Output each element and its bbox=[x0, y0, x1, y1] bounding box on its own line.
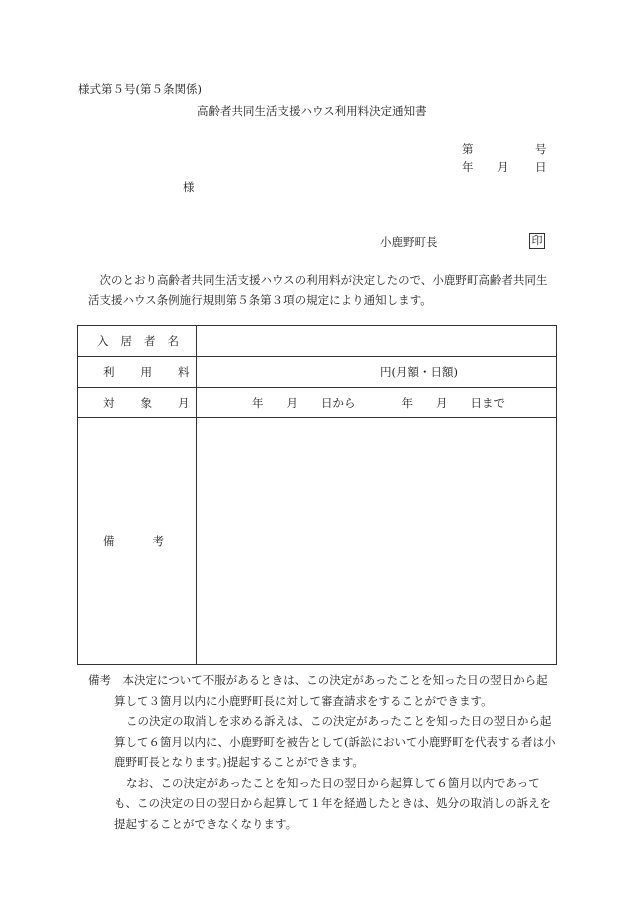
note-paragraph-appeal: 備考 本決定について不服があるときは、この決定があったことを知った日の翌日から起算して３箇月以内に小鹿野町長に対して審査請求をすることができます。 bbox=[88, 673, 548, 708]
document-number-prefix: 第 bbox=[462, 142, 474, 156]
notification-body bbox=[88, 270, 558, 310]
document-title: 高齢者共同生活支援ハウス利用料決定通知書 bbox=[197, 104, 427, 118]
table-row-period bbox=[78, 388, 556, 418]
notification-body-text: 次のとおり高齢者共同生活支援ハウスの利用料が決定したので、小鹿野町高齢者共同生活支援ハウス条例施行規則第５条第３項の規定により通知します。 bbox=[88, 273, 548, 307]
table-row-remarks bbox=[78, 418, 556, 664]
form-number-label: 様式第５号(第５条関係) bbox=[78, 82, 202, 96]
fee-unit-text: 円(月額・日額) bbox=[380, 365, 458, 379]
label-cell-period bbox=[78, 388, 216, 417]
notes-section bbox=[88, 670, 558, 834]
date-month-label: 月 bbox=[497, 160, 509, 174]
label-cell-resident bbox=[78, 326, 197, 356]
remarks-label: 備考 bbox=[103, 534, 202, 548]
label-cell-fee bbox=[78, 357, 216, 387]
date-day-label: 日 bbox=[535, 160, 547, 174]
resident-name-label: 入居者名 bbox=[97, 334, 191, 348]
period-value-text: 年 月 日から 年 月 日まで bbox=[252, 395, 505, 410]
fee-label: 利用料 bbox=[103, 365, 216, 379]
document-number-suffix: 号 bbox=[535, 142, 547, 156]
seal-mark: 印 bbox=[529, 233, 545, 249]
fee-decision-table bbox=[77, 325, 557, 665]
issuer-name: 小鹿野町長 bbox=[380, 235, 438, 249]
addressee-honorific: 様 bbox=[183, 180, 195, 194]
period-label: 対象月 bbox=[103, 395, 216, 410]
table-row-fee bbox=[78, 357, 556, 388]
note-paragraph-lawsuit: この決定の取消しを求める訴えは、この決定があったことを知った日の翌日から起算して６箇月以内に、小鹿野町を被告として(訴訟において小鹿野町を代表する者は小鹿野町長となります。)提起することができます。 bbox=[114, 714, 556, 769]
date-year-label: 年 bbox=[462, 160, 474, 174]
label-cell-remarks bbox=[78, 418, 202, 664]
note-paragraph-limit: なお、この決定があったことを知った日の翌日から起算して６箇月以内であっても、この決定の日の翌日から起算して１年を経過したときは、処分の取消しの訴えを提起することができなくなります。 bbox=[114, 775, 551, 831]
table-row-resident bbox=[78, 326, 556, 357]
